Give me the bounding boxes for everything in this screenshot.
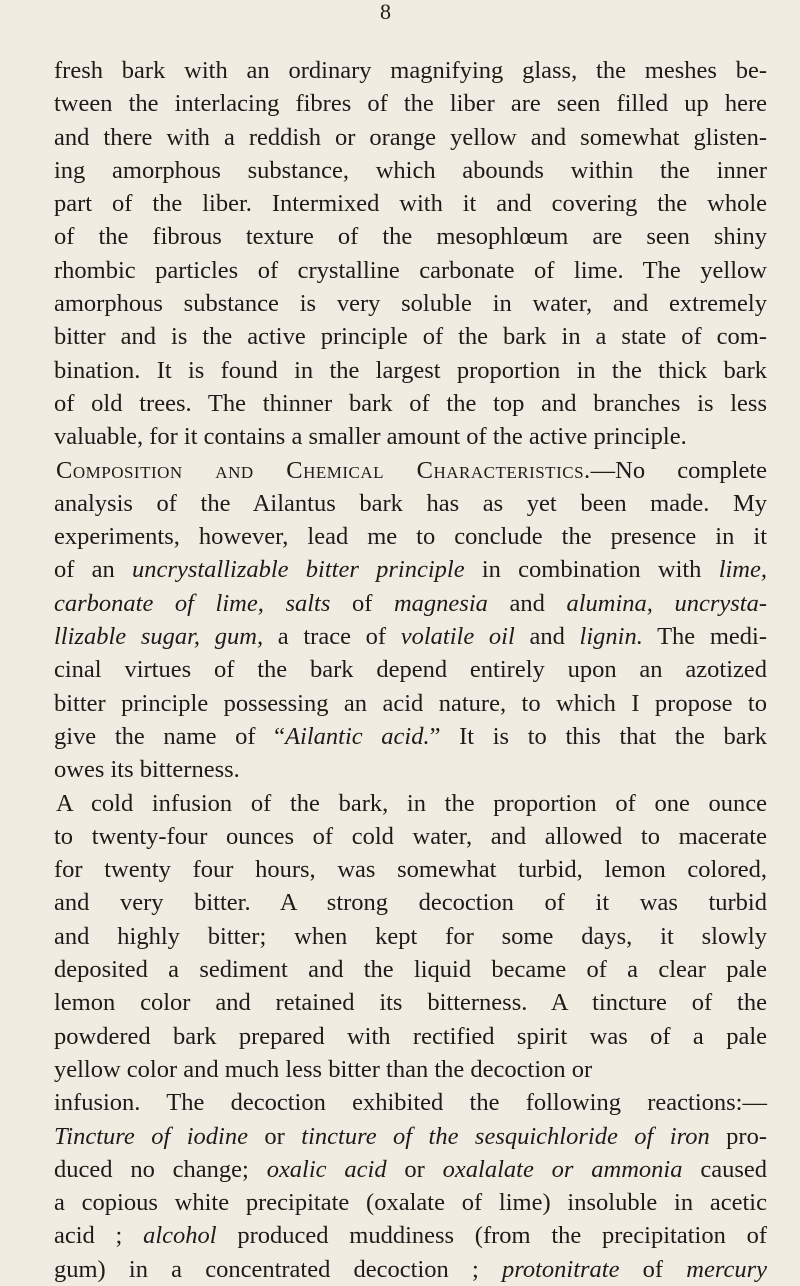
text-run: part of the liber. Intermixed with it and covering the whole [54, 190, 767, 218]
text-line [54, 220, 767, 253]
text-line [54, 1086, 767, 1119]
text-run: for twenty four hours, was somewhat turbid, lemon colored, [54, 856, 767, 884]
text-line [54, 820, 767, 853]
italic-term: salts [285, 589, 331, 617]
text-run: owes its bitterness. [54, 756, 240, 784]
italic-term: magnesia [393, 589, 488, 617]
text-run: and [487, 589, 567, 617]
text-line [54, 154, 767, 187]
text-run [264, 590, 286, 617]
text-line [54, 886, 767, 919]
text-run: cinal virtues of the bark depend entirely upon an azotized [54, 656, 767, 684]
italic-term: alumina, [566, 589, 653, 617]
text-run: powdered bark prepared with rectified spirit was of a pale [54, 1022, 767, 1050]
text-run: caused [682, 1155, 767, 1183]
text-run: produced muddiness (from the precipitation of [216, 1222, 767, 1250]
text-run: to twenty-four ounces of cold water, and allowed to macerate [54, 822, 767, 850]
text-line [54, 753, 767, 786]
text-line [54, 420, 767, 453]
text-line [54, 254, 767, 287]
text-run: The medi- [642, 623, 768, 651]
text-run: gum) in a concentrated decoction ; [54, 1255, 502, 1283]
text-line [54, 354, 767, 387]
italic-term: volatile oil [400, 623, 515, 651]
text-run: and there with a reddish or orange yellow and somewhat glisten- [54, 123, 767, 151]
text-run: acid ; [54, 1222, 144, 1250]
text-run: of [619, 1255, 687, 1283]
text-run: of an [54, 556, 133, 584]
italic-term: lignin. [579, 623, 643, 651]
text-run: experiments, however, lead me to conclude the presence in it [54, 523, 767, 551]
text-line [54, 121, 767, 154]
italic-term: tincture of the sesquichloride of iron [301, 1122, 710, 1150]
text-line [54, 1253, 767, 1286]
page-number: 8 [380, 0, 391, 24]
text-line [54, 720, 767, 753]
text-run: infusion. The decoction exhibited the following reactions:— [54, 1089, 767, 1117]
text-run: fresh bark with an ordinary magnifying glass, the meshes be- [54, 57, 767, 84]
text-line [54, 320, 767, 353]
italic-term: gum, [214, 623, 264, 651]
text-line [54, 553, 767, 586]
text-run: amorphous substance is very soluble in water, and extremely [54, 290, 767, 318]
text-line [54, 986, 767, 1019]
text-line [54, 487, 767, 520]
text-run: —No complete [590, 456, 767, 484]
text-run: analysis of the Ailantus bark has as yet been made. My [54, 489, 767, 517]
italic-term: oxalalate or ammonia [442, 1155, 683, 1183]
text-line [54, 54, 767, 87]
italic-term: Tincture of iodine [54, 1122, 248, 1150]
text-run: tween the interlacing fibres of the liber are seen filled up here [54, 90, 767, 118]
text-line [54, 1186, 767, 1219]
italic-term: lime, [718, 556, 767, 584]
text-line [54, 1153, 767, 1186]
text-run: in combination with [464, 556, 719, 584]
text-run: rhombic particles of crystalline carbonate of lime. The yellow [54, 256, 767, 284]
text-run: and highly bitter; when kept for some days, it slowly [54, 922, 767, 950]
text-run: of the fibrous texture of the mesophlœum are seen shiny [54, 223, 767, 251]
text-line [54, 1219, 767, 1252]
text-run: valuable, for it contains a smaller amount of the active principle. [54, 423, 687, 451]
text-run: a trace of [263, 623, 401, 651]
text-run: bitter and is the active principle of the bark in a state of com- [54, 323, 767, 351]
section-heading: Composition and Chemical Characteristics. [56, 456, 591, 484]
body-text [54, 54, 767, 1286]
italic-term: alcohol [143, 1222, 217, 1250]
text-line [54, 687, 767, 720]
italic-term: llizable sugar, [54, 623, 201, 651]
text-run: of [330, 589, 394, 617]
text-line [54, 787, 767, 820]
text-line [54, 187, 767, 220]
text-run [653, 590, 675, 617]
text-run: ing amorphous substance, which abounds within the inner [54, 156, 767, 184]
italic-term: Ailantic acid. [285, 722, 430, 750]
text-run: A cold infusion of the bark, in the proportion of one ounce [56, 789, 767, 817]
text-run: lemon color and retained its bitterness. A tincture of the [54, 989, 767, 1017]
text-run: bination. It is found in the largest proportion in the thick bark [54, 356, 767, 384]
text-line [54, 853, 767, 886]
text-line [54, 1053, 767, 1086]
text-run: pro- [709, 1122, 767, 1150]
italic-term: mercury [686, 1255, 767, 1283]
text-line [54, 620, 767, 653]
text-run: a copious white precipitate (oxalate of lime) insoluble in acetic [54, 1189, 767, 1217]
text-line [54, 1120, 767, 1153]
italic-term: protonitrate [501, 1255, 620, 1283]
text-line [54, 953, 767, 986]
text-run: yellow color and much less bitter than the decoction or [54, 1055, 593, 1083]
text-line [54, 287, 767, 320]
text-run [200, 623, 215, 650]
italic-term: uncrysta- [674, 589, 768, 617]
text-line [54, 387, 767, 420]
text-run: and [514, 623, 580, 651]
text-run: ” It is to this that the bark [429, 722, 767, 750]
italic-term: uncrystallizable bitter principle [132, 556, 465, 584]
text-run: deposited a sediment and the liquid became of a clear pale [54, 956, 767, 984]
text-run: and very bitter. A strong decoction of it was turbid [54, 889, 767, 917]
text-run: duced no change; [54, 1155, 267, 1183]
text-run: of old trees. The thinner bark of the top and branches is less [54, 389, 767, 417]
text-line [54, 87, 767, 120]
text-run: bitter principle possessing an acid nature, to which I propose to [54, 689, 767, 717]
text-line [54, 454, 767, 487]
text-line [54, 520, 767, 553]
text-line [54, 1020, 767, 1053]
text-line [54, 653, 767, 686]
text-run: give the name of “ [54, 722, 286, 750]
italic-term: oxalic acid [266, 1155, 387, 1183]
text-line [54, 920, 767, 953]
text-run: or [386, 1155, 443, 1183]
italic-term: carbonate of lime, [54, 589, 264, 617]
text-line [54, 587, 767, 620]
text-run: or [247, 1122, 302, 1150]
